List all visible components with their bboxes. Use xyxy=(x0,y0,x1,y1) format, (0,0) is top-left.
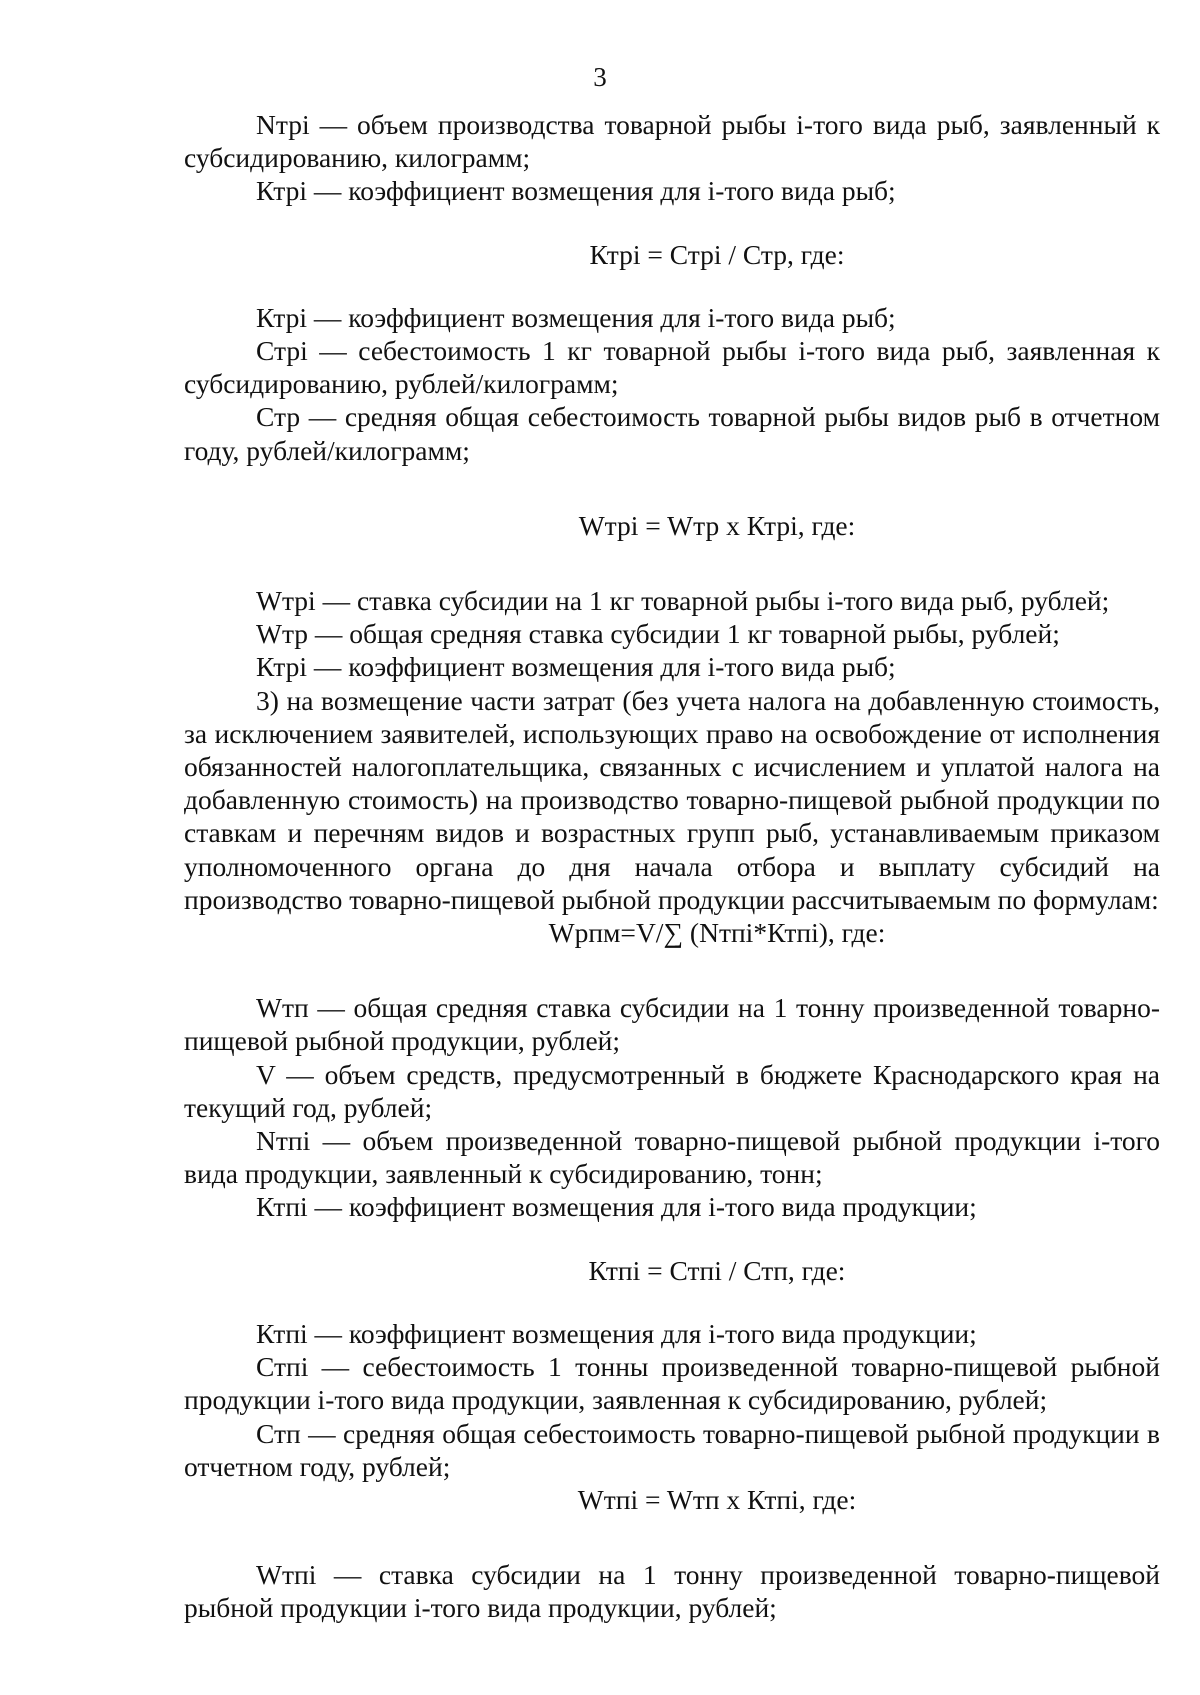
definition-paragraph: Ктрi — коэффициент возмещения для i-того вида рыб; xyxy=(256,651,896,683)
item-3-paragraph: 3) на возмещение части затрат (без учета налога на добавленную стоимость, за исключением заявителей, использующих право на освобождение от исполнения обязанностей налогоплательщика, связанных с исчислением и уплатой налога на добавленную стоимость) на производство товарно-пищевой рыбной продукции по ставкам и перечням видов и возрастных групп рыб, устанавливаемым приказом уполномоченного органа до дня начала отбора и выплату субсидий на производство товарно-пищевой рыбной продукции рассчитываемым по формулам: xyxy=(184,684,1160,915)
formula-ktr: Ктрi = Стрi / Стр, где: xyxy=(589,238,845,270)
definition-paragraph: Стр — средняя общая себестоимость товарной рыбы видов рыб в отчетном году, рублей/килограмм; xyxy=(184,401,1160,466)
definition-paragraph: Wтр — общая средняя ставка субсидии 1 кг товарной рыбы, рублей; xyxy=(256,618,1060,650)
definition-paragraph: Wтрi — ставка субсидии на 1 кг товарной рыбы i-того вида рыб, рублей; xyxy=(256,585,1110,617)
definition-paragraph: Wтпi — ставка субсидии на 1 тонну произведенной товарно-пищевой рыбной продукции i-того вида продукции, рублей; xyxy=(184,1559,1160,1624)
formula-wrpm: Wрпм=V/∑ (Nтпi*Ктпi), где: xyxy=(548,917,886,949)
definition-paragraph: Ктрi — коэффициент возмещения для i-того вида рыб; xyxy=(256,301,896,333)
definition-paragraph: Ктпi — коэффициент возмещения для i-того вида продукции; xyxy=(256,1191,977,1223)
formula-wtp: Wтпi = Wтп x Ктпi, где: xyxy=(577,1483,857,1515)
formula-wtr: Wтрi = Wтр x Ктрi, где: xyxy=(578,509,856,541)
definition-paragraph: Стп — средняя общая себестоимость товарно-пищевой рыбной продукции в отчетном году, рублей; xyxy=(184,1417,1160,1482)
definition-paragraph: Ктпi — коэффициент возмещения для i-того вида продукции; xyxy=(256,1317,977,1349)
definition-paragraph: Wтп — общая средняя ставка субсидии на 1 тонну произведенной товарно-пищевой рыбной продукции, рублей; xyxy=(184,992,1160,1057)
definition-paragraph: Nтпi — объем произведенной товарно-пищевой рыбной продукции i-того вида продукции, заявленный к субсидированию, тонн; xyxy=(184,1125,1160,1190)
definition-paragraph: Nтрi — объем производства товарной рыбы i-того вида рыб, заявленный к субсидированию, килограмм; xyxy=(184,109,1160,174)
formula-ktp: Ктпi = Стпi / Стп, где: xyxy=(588,1254,846,1286)
definition-paragraph: V — объем средств, предусмотренный в бюджете Краснодарского края на текущий год, рублей; xyxy=(184,1058,1160,1123)
definition-paragraph: Ктрi — коэффициент возмещения для i-того вида рыб; xyxy=(256,175,896,207)
page-number: 3 xyxy=(593,62,607,92)
definition-paragraph: Стрi — себестоимость 1 кг товарной рыбы i-того вида рыб, заявленная к субсидированию, рублей/килограмм; xyxy=(184,335,1160,400)
definition-paragraph: Стпi — себестоимость 1 тонны произведенной товарно-пищевой рыбной продукции i-того вида продукции, заявленная к субсидированию, рублей; xyxy=(184,1351,1160,1416)
document-body xyxy=(184,108,1160,1625)
